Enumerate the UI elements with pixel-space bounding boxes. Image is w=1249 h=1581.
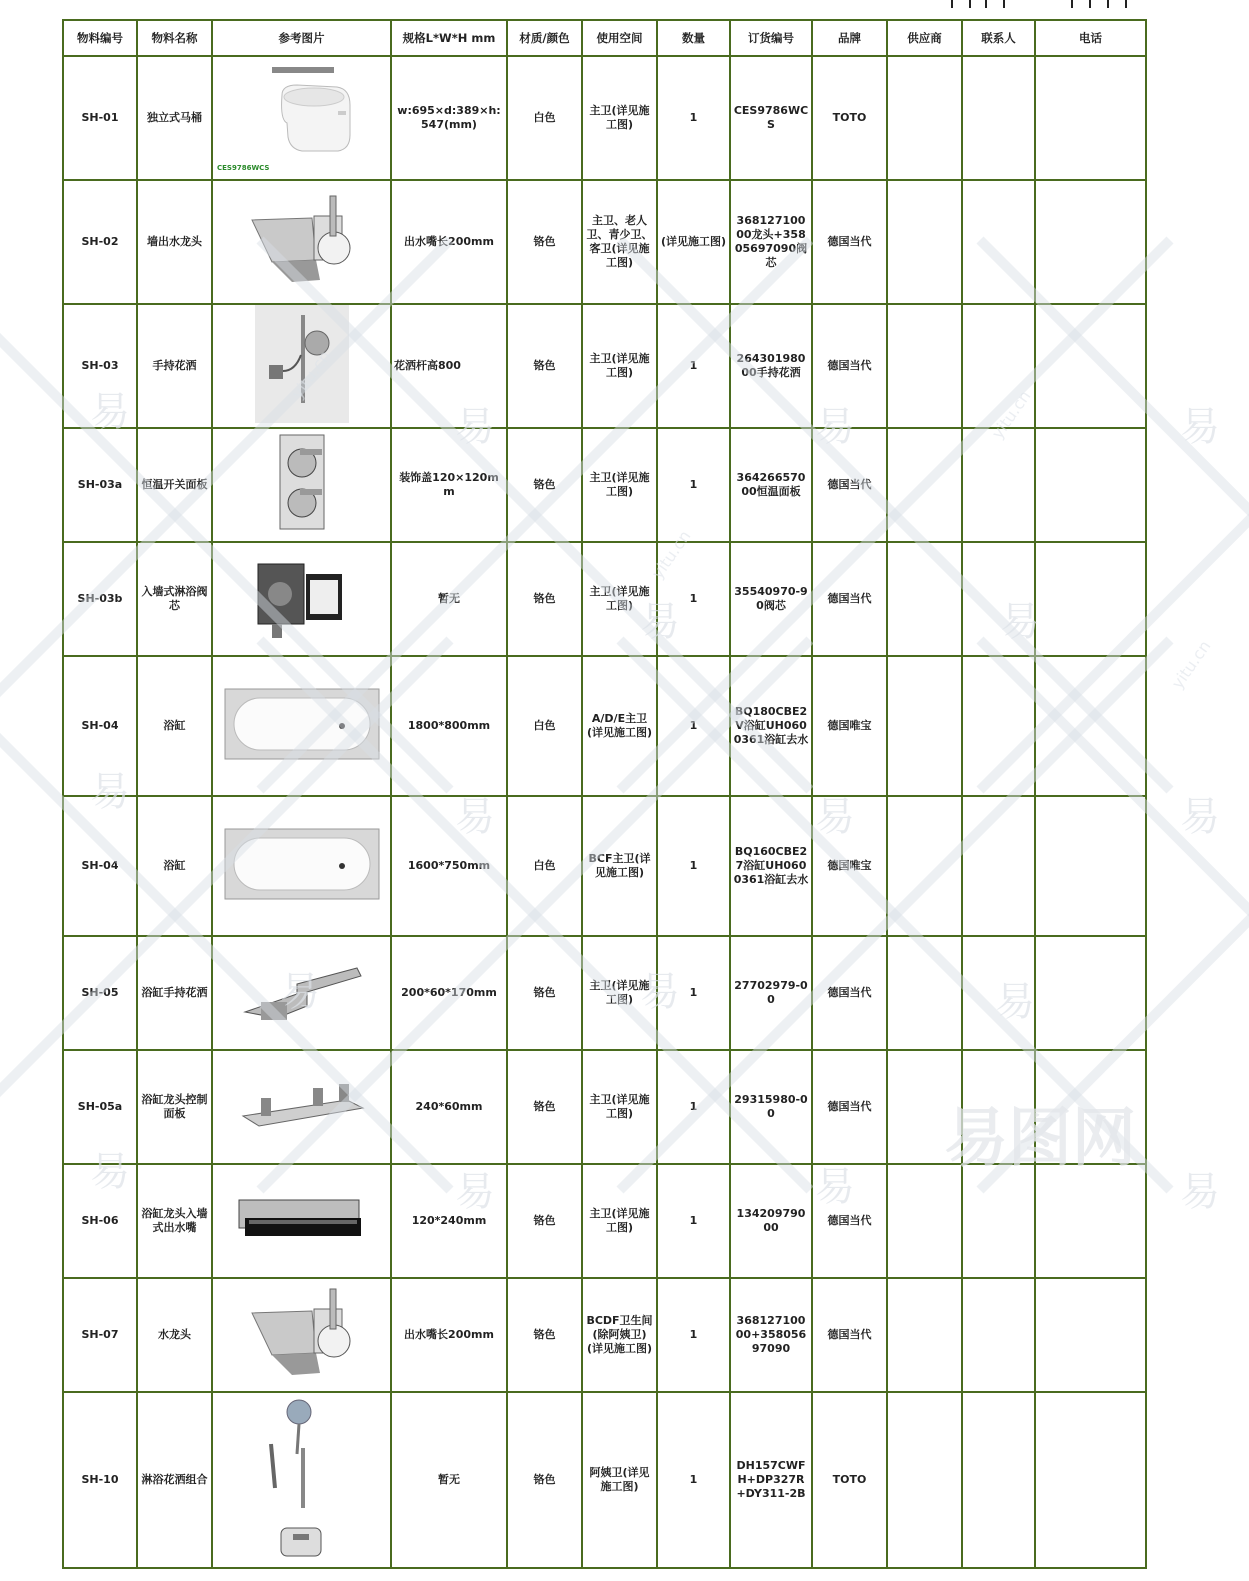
item-contact [962,1050,1035,1164]
watermark-char: 易 [1180,794,1220,840]
item-brand: 德国当代 [812,1164,887,1278]
item-space: 主卫(详见施工图) [582,1164,657,1278]
item-code: SH-03a [63,428,137,542]
item-code: SH-07 [63,1278,137,1392]
watermark-char: 易 [1180,404,1220,450]
table-row [63,542,1146,656]
item-material: 铬色 [507,1164,582,1278]
item-qty: 1 [657,56,730,180]
table-row [63,1050,1146,1164]
table-row [63,180,1146,304]
item-name: 独立式马桶 [137,56,212,180]
item-order-no: 26430198000手持花洒 [730,304,812,428]
item-contact [962,796,1035,936]
image-caption: CES9786WCS [217,163,270,172]
item-supplier [887,1278,962,1392]
table-row [63,656,1146,796]
wall-spout-image [215,1196,388,1246]
item-material: 铬色 [507,180,582,304]
item-phone [1035,304,1146,428]
item-order-no: 36812710000+35805697090 [730,1278,812,1392]
item-phone [1035,180,1146,304]
item-material: 铬色 [507,1392,582,1568]
col-image: 参考图片 [212,20,391,56]
item-qty: 1 [657,428,730,542]
item-supplier [887,936,962,1050]
header-row [63,20,1146,56]
item-order-no: 29315980-00 [730,1050,812,1164]
item-order-no: 36812710000龙头+35805697090阀芯 [730,180,812,304]
item-material: 白色 [507,796,582,936]
item-space: A/D/E主卫(详见施工图) [582,656,657,796]
item-qty: 1 [657,1050,730,1164]
item-name: 手持花洒 [137,304,212,428]
item-code: SH-05a [63,1050,137,1164]
item-space: 主卫、老人卫、青少卫、客卫(详见施工图) [582,180,657,304]
item-spec: 1800*800mm [391,656,507,796]
page-edge-marks [951,0,1151,10]
item-brand: 德国当代 [812,1050,887,1164]
item-material: 铬色 [507,1278,582,1392]
watermark-char: 易 [640,969,680,1015]
item-space: 主卫(详见施工图) [582,542,657,656]
item-code: SH-02 [63,180,137,304]
materials-table [62,19,1147,1569]
deck-panel-image [215,1078,388,1136]
item-contact [962,656,1035,796]
item-image [212,1392,391,1568]
item-space: 主卫(详见施工图) [582,56,657,180]
item-image [212,56,391,180]
watermark-char: 易 [1180,1169,1220,1215]
col-code: 物料编号 [63,20,137,56]
item-order-no: DH157CWFH+DP327R+DY311-2B [730,1392,812,1568]
table-row [63,1164,1146,1278]
watermark-char: 易 [455,404,495,450]
item-supplier [887,796,962,936]
watermark-char: 易 [455,794,495,840]
item-code: SH-10 [63,1392,137,1568]
table-row [63,304,1146,428]
item-name: 浴缸龙头入墙式出水嘴 [137,1164,212,1278]
wall-faucet-image [215,190,388,294]
item-spec: 120*240mm [391,1164,507,1278]
col-contact: 联系人 [962,20,1035,56]
item-qty: 1 [657,542,730,656]
item-spec: 200*60*170mm [391,936,507,1050]
item-name: 入墙式淋浴阀芯 [137,542,212,656]
item-supplier [887,1164,962,1278]
item-qty: 1 [657,656,730,796]
item-image [212,1050,391,1164]
item-image [212,796,391,936]
item-name: 水龙头 [137,1278,212,1392]
item-supplier [887,180,962,304]
item-brand: 德国当代 [812,542,887,656]
item-material: 铬色 [507,1050,582,1164]
item-order-no: CES9786WCS [730,56,812,180]
item-image [212,1278,391,1392]
watermark-char: 易 [640,599,680,645]
table-row [63,796,1146,936]
item-order-no: BQ180CBE2V浴缸UH0600361浴缸去水 [730,656,812,796]
watermark-char: 易 [1000,599,1040,645]
item-qty: 1 [657,796,730,936]
item-phone [1035,656,1146,796]
item-material: 白色 [507,56,582,180]
item-material: 铬色 [507,936,582,1050]
item-contact [962,1392,1035,1568]
col-supplier: 供应商 [887,20,962,56]
item-material: 白色 [507,656,582,796]
valve-image [215,554,388,644]
watermark-logo: 易图网 [944,1102,1136,1176]
col-brand: 品牌 [812,20,887,56]
item-brand: 德国当代 [812,304,887,428]
item-code: SH-01 [63,56,137,180]
item-supplier [887,56,962,180]
item-spec: 装饰盖120×120mm [391,428,507,542]
watermark-char: 易 [90,769,130,815]
item-qty: 1 [657,1392,730,1568]
watermark-char: 易 [995,979,1035,1025]
col-space: 使用空间 [582,20,657,56]
item-code: SH-03 [63,304,137,428]
item-order-no: 36426657000恒温面板 [730,428,812,542]
item-image [212,1164,391,1278]
watermark-site: yitu.cn [987,386,1035,443]
item-spec: 暂无 [391,542,507,656]
col-spec: 规格L*W*H mm [391,20,507,56]
item-name: 浴缸 [137,656,212,796]
item-brand: 德国当代 [812,1278,887,1392]
item-spec: 花洒杆高800 [391,304,507,428]
item-brand: 德国当代 [812,936,887,1050]
item-name: 墙出水龙头 [137,180,212,304]
item-phone [1035,542,1146,656]
item-space: 主卫(详见施工图) [582,428,657,542]
item-image [212,936,391,1050]
watermark-site: yitu.cn [1167,636,1215,693]
item-name: 浴缸手持花洒 [137,936,212,1050]
item-space: BCDF卫生间(除阿姨卫)(详见施工图) [582,1278,657,1392]
item-phone [1035,56,1146,180]
item-name: 恒温开关面板 [137,428,212,542]
item-phone [1035,936,1146,1050]
item-image [212,180,391,304]
thermo-panel-image [215,433,388,537]
col-phone: 电话 [1035,20,1146,56]
item-brand: TOTO [812,1392,887,1568]
item-contact [962,304,1035,428]
item-image [212,542,391,656]
item-code: SH-03b [63,542,137,656]
item-qty: (详见施工图) [657,180,730,304]
item-contact [962,56,1035,180]
item-brand: 德国唯宝 [812,656,887,796]
item-phone [1035,1050,1146,1164]
materials-schedule [62,19,1147,1569]
item-space: 主卫(详见施工图) [582,1050,657,1164]
item-phone [1035,1164,1146,1278]
item-code: SH-05 [63,936,137,1050]
table-row [63,56,1146,180]
item-contact [962,542,1035,656]
item-spec: 1600*750mm [391,796,507,936]
item-name: 浴缸龙头控制面板 [137,1050,212,1164]
item-brand: 德国唯宝 [812,796,887,936]
table-row [63,1392,1146,1568]
item-phone [1035,1278,1146,1392]
item-spec: w:695×d:389×h:547(mm) [391,56,507,180]
item-phone [1035,1392,1146,1568]
item-qty: 1 [657,304,730,428]
item-supplier [887,1392,962,1568]
item-supplier [887,1050,962,1164]
bathtub-image [215,828,388,904]
item-order-no: 13420979000 [730,1164,812,1278]
item-space: 主卫(详见施工图) [582,304,657,428]
item-name: 浴缸 [137,796,212,936]
col-material: 材质/颜色 [507,20,582,56]
col-qty: 数量 [657,20,730,56]
item-order-no: 27702979-00 [730,936,812,1050]
bathtub-image [215,688,388,764]
watermark-char: 易 [815,794,855,840]
item-image [212,656,391,796]
toilet-image [215,65,388,164]
item-brand: 德国当代 [812,428,887,542]
item-space: 阿姨卫(详见施工图) [582,1392,657,1568]
item-space: 主卫(详见施工图) [582,936,657,1050]
item-contact [962,428,1035,542]
item-brand: 德国当代 [812,180,887,304]
table-row [63,1278,1146,1392]
item-contact [962,180,1035,304]
item-qty: 1 [657,936,730,1050]
hand-shower-image [215,305,388,427]
item-qty: 1 [657,1278,730,1392]
item-order-no: BQ160CBE27浴缸UH0600361浴缸去水 [730,796,812,936]
item-contact [962,1278,1035,1392]
item-order-no: 35540970-90阀芯 [730,542,812,656]
wall-faucet-image [215,1283,388,1387]
watermark-char: 易 [90,1149,130,1195]
item-qty: 1 [657,1164,730,1278]
watermark-char: 易 [90,389,130,435]
table-row [63,936,1146,1050]
item-image [212,304,391,428]
item-code: SH-06 [63,1164,137,1278]
tub-spout-image [215,954,388,1032]
item-spec: 240*60mm [391,1050,507,1164]
item-code: SH-04 [63,656,137,796]
item-contact [962,1164,1035,1278]
item-spec: 出水嘴长200mm [391,180,507,304]
item-space: BCF主卫(详见施工图) [582,796,657,936]
item-phone [1035,428,1146,542]
item-brand: TOTO [812,56,887,180]
watermark-char: 易 [815,404,855,450]
item-supplier [887,428,962,542]
shower-set-image [215,1398,388,1562]
item-supplier [887,304,962,428]
col-name: 物料名称 [137,20,212,56]
table-row [63,428,1146,542]
item-image [212,428,391,542]
item-code: SH-04 [63,796,137,936]
item-material: 铬色 [507,428,582,542]
item-supplier [887,656,962,796]
watermark-site: yitu.cn [287,346,335,403]
item-contact [962,936,1035,1050]
watermark-site: yitu.cn [647,526,695,583]
item-name: 淋浴花洒组合 [137,1392,212,1568]
watermark-char: 易 [815,1164,855,1210]
watermark-char: 易 [455,1169,495,1215]
item-spec: 出水嘴长200mm [391,1278,507,1392]
item-phone [1035,796,1146,936]
item-spec: 暂无 [391,1392,507,1568]
item-supplier [887,542,962,656]
watermark-char: 易 [280,969,320,1015]
item-material: 铬色 [507,304,582,428]
col-order: 订货编号 [730,20,812,56]
item-material: 铬色 [507,542,582,656]
